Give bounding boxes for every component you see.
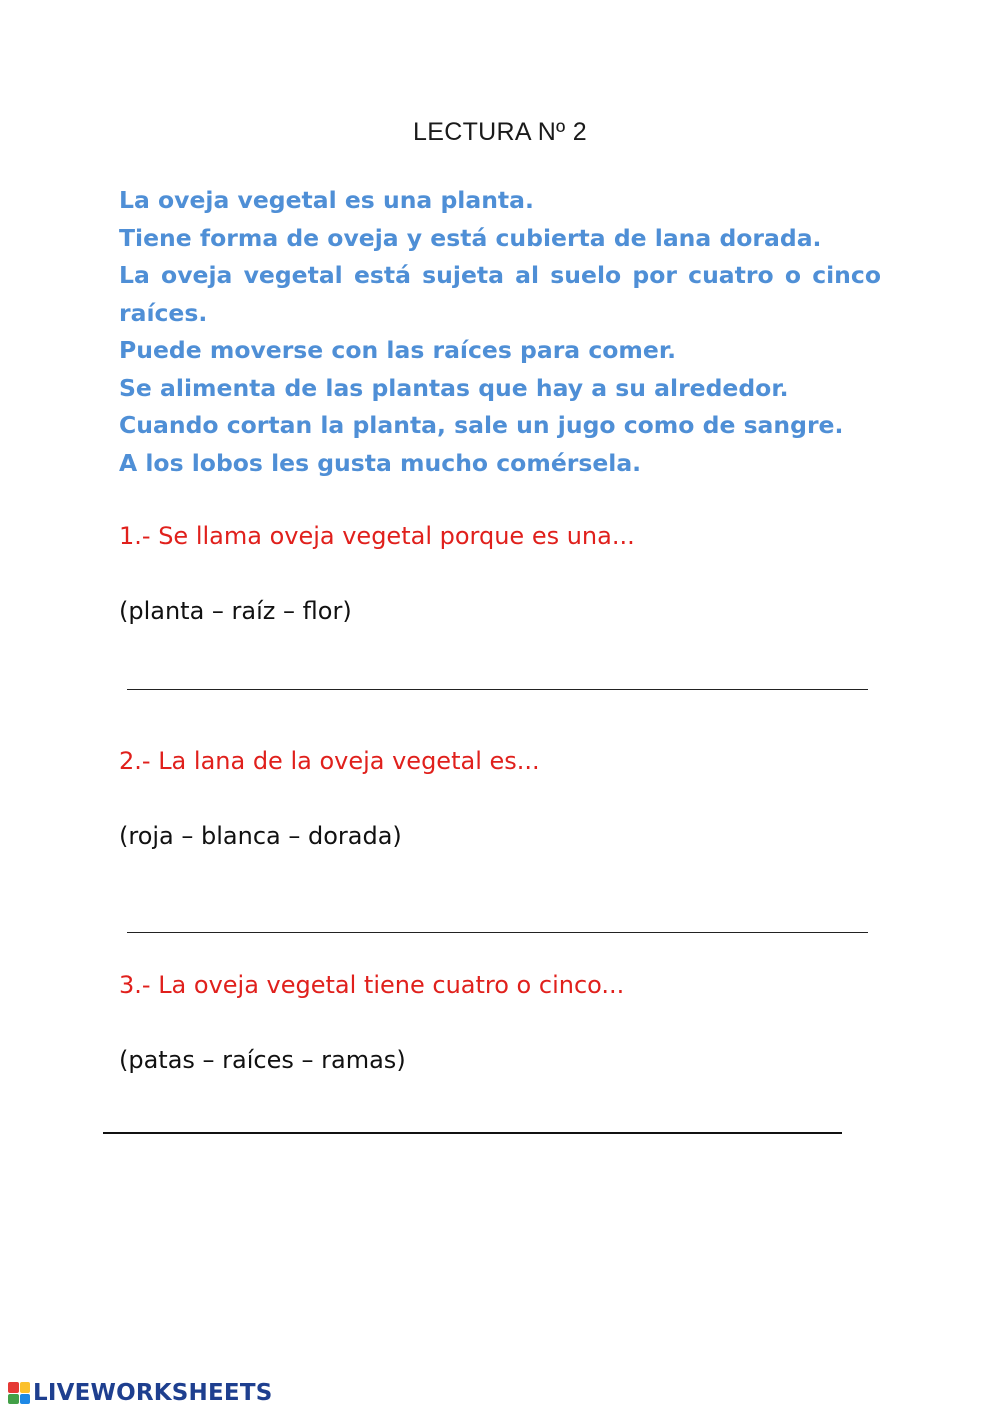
question-1-options: (planta – raíz – flor) — [119, 597, 352, 625]
question-3-prompt: 3.- La oveja vegetal tiene cuatro o cinco... — [119, 971, 625, 999]
logo-square-blue — [20, 1394, 31, 1405]
reading-line: raíces. — [119, 298, 208, 327]
reading-line: Puede moverse con las raíces para comer. — [119, 336, 677, 364]
logo-square-red — [8, 1382, 19, 1393]
liveworksheets-logo-icon — [8, 1382, 30, 1404]
question-2-options: (roja – blanca – dorada) — [119, 822, 402, 850]
question-2-answer-line[interactable] — [127, 932, 868, 933]
question-1-answer-line[interactable] — [127, 689, 868, 690]
brand-name: LIVEWORKSHEETS — [33, 1380, 273, 1406]
reading-line: Tiene forma de oveja y está cubierta de lana dorada. — [119, 223, 822, 252]
question-2-prompt: 2.- La lana de la oveja vegetal es... — [119, 747, 540, 775]
reading-line: Cuando cortan la planta, sale un jugo como de sangre. — [119, 411, 844, 439]
logo-square-yellow — [20, 1382, 31, 1393]
reading-line: Se alimenta de las plantas que hay a su alrededor. — [119, 373, 789, 402]
reading-line: A los lobos les gusta mucho comérsela. — [119, 448, 642, 477]
logo-square-green — [8, 1394, 19, 1405]
question-3-options: (patas – raíces – ramas) — [119, 1046, 406, 1074]
reading-line: La oveja vegetal está sujeta al suelo por cuatro o cinco — [119, 261, 881, 289]
reading-passage — [119, 182, 881, 482]
question-1-prompt: 1.- Se llama oveja vegetal porque es una... — [119, 522, 635, 550]
question-3-answer-line[interactable] — [103, 1132, 842, 1134]
reading-line: La oveja vegetal es una planta. — [119, 186, 534, 214]
footer-brand — [8, 1380, 272, 1406]
page-title: LECTURA Nº 2 — [413, 118, 587, 146]
